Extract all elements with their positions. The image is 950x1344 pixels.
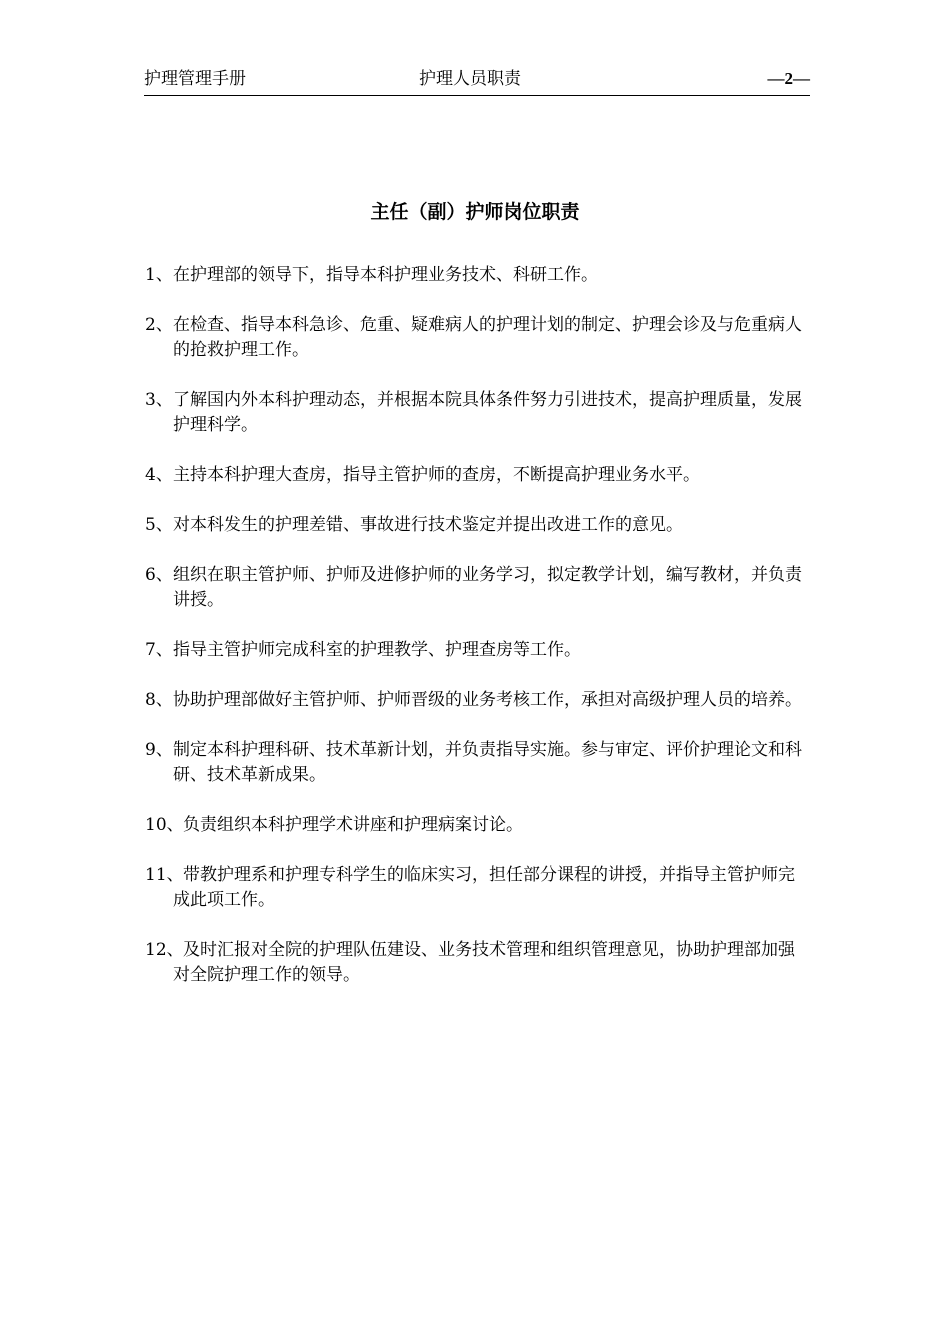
duty-number: 10、 bbox=[145, 815, 184, 835]
duty-text: 了解国内外本科护理动态，并根据本院具体条件努力引进技术，提高护理质量，发展护理科学。 bbox=[173, 390, 802, 435]
duty-text: 负责组织本科护理学术讲座和护理病案讨论。 bbox=[183, 815, 523, 835]
duty-number: 7、 bbox=[145, 640, 173, 660]
duty-text: 制定本科护理科研、技术革新计划，并负责指导实施。参与审定、评价护理论文和科研、技术革新成果。 bbox=[173, 740, 802, 785]
duty-number: 3、 bbox=[145, 390, 173, 410]
duty-number: 5、 bbox=[145, 515, 173, 535]
duty-text: 在护理部的领导下，指导本科护理业务技术、科研工作。 bbox=[173, 265, 598, 285]
header-page-number: —2— bbox=[767, 69, 810, 88]
duty-number: 12、 bbox=[145, 940, 184, 960]
duty-item-2 bbox=[145, 313, 805, 363]
duty-item-8 bbox=[145, 688, 805, 713]
duty-item-1 bbox=[145, 263, 805, 288]
duty-item-10 bbox=[145, 813, 805, 838]
duty-item-12 bbox=[145, 938, 805, 988]
duty-item-6 bbox=[145, 563, 805, 613]
duty-text: 协助护理部做好主管护师、护师晋级的业务考核工作，承担对高级护理人员的培养。 bbox=[173, 690, 802, 710]
duty-text: 及时汇报对全院的护理队伍建设、业务技术管理和组织管理意见，协助护理部加强对全院护理工作的领导。 bbox=[173, 940, 795, 985]
duty-item-7 bbox=[145, 638, 805, 663]
duty-number: 1、 bbox=[145, 265, 173, 285]
duty-list bbox=[145, 263, 805, 1013]
header-section-title: 护理人员职责 bbox=[419, 69, 521, 89]
document-title: 主任（副）护师岗位职责 bbox=[370, 201, 580, 223]
duty-text: 带教护理系和护理专科学生的临床实习，担任部分课程的讲授，并指导主管护师完成此项工作。 bbox=[173, 865, 795, 910]
duty-item-11 bbox=[145, 863, 805, 913]
duty-number: 8、 bbox=[145, 690, 173, 710]
duty-item-9 bbox=[145, 738, 805, 788]
duty-text: 组织在职主管护师、护师及进修护师的业务学习，拟定教学计划，编写教材，并负责讲授。 bbox=[173, 565, 802, 610]
duty-number: 11、 bbox=[145, 865, 184, 885]
duty-number: 9、 bbox=[145, 740, 173, 760]
duty-number: 2、 bbox=[145, 315, 173, 335]
duty-number: 6、 bbox=[145, 565, 173, 585]
duty-text: 指导主管护师完成科室的护理教学、护理查房等工作。 bbox=[173, 640, 581, 660]
page-header bbox=[144, 66, 810, 96]
header-manual-title: 护理管理手册 bbox=[144, 69, 246, 89]
duty-item-4 bbox=[145, 463, 805, 488]
duty-number: 4、 bbox=[145, 465, 173, 485]
duty-item-5 bbox=[145, 513, 805, 538]
duty-text: 对本科发生的护理差错、事故进行技术鉴定并提出改进工作的意见。 bbox=[173, 515, 683, 535]
duty-text: 主持本科护理大查房，指导主管护师的查房，不断提高护理业务水平。 bbox=[173, 465, 700, 485]
duty-text: 在检查、指导本科急诊、危重、疑难病人的护理计划的制定、护理会诊及与危重病人的抢救护理工作。 bbox=[173, 315, 802, 360]
duty-item-3 bbox=[145, 388, 805, 438]
